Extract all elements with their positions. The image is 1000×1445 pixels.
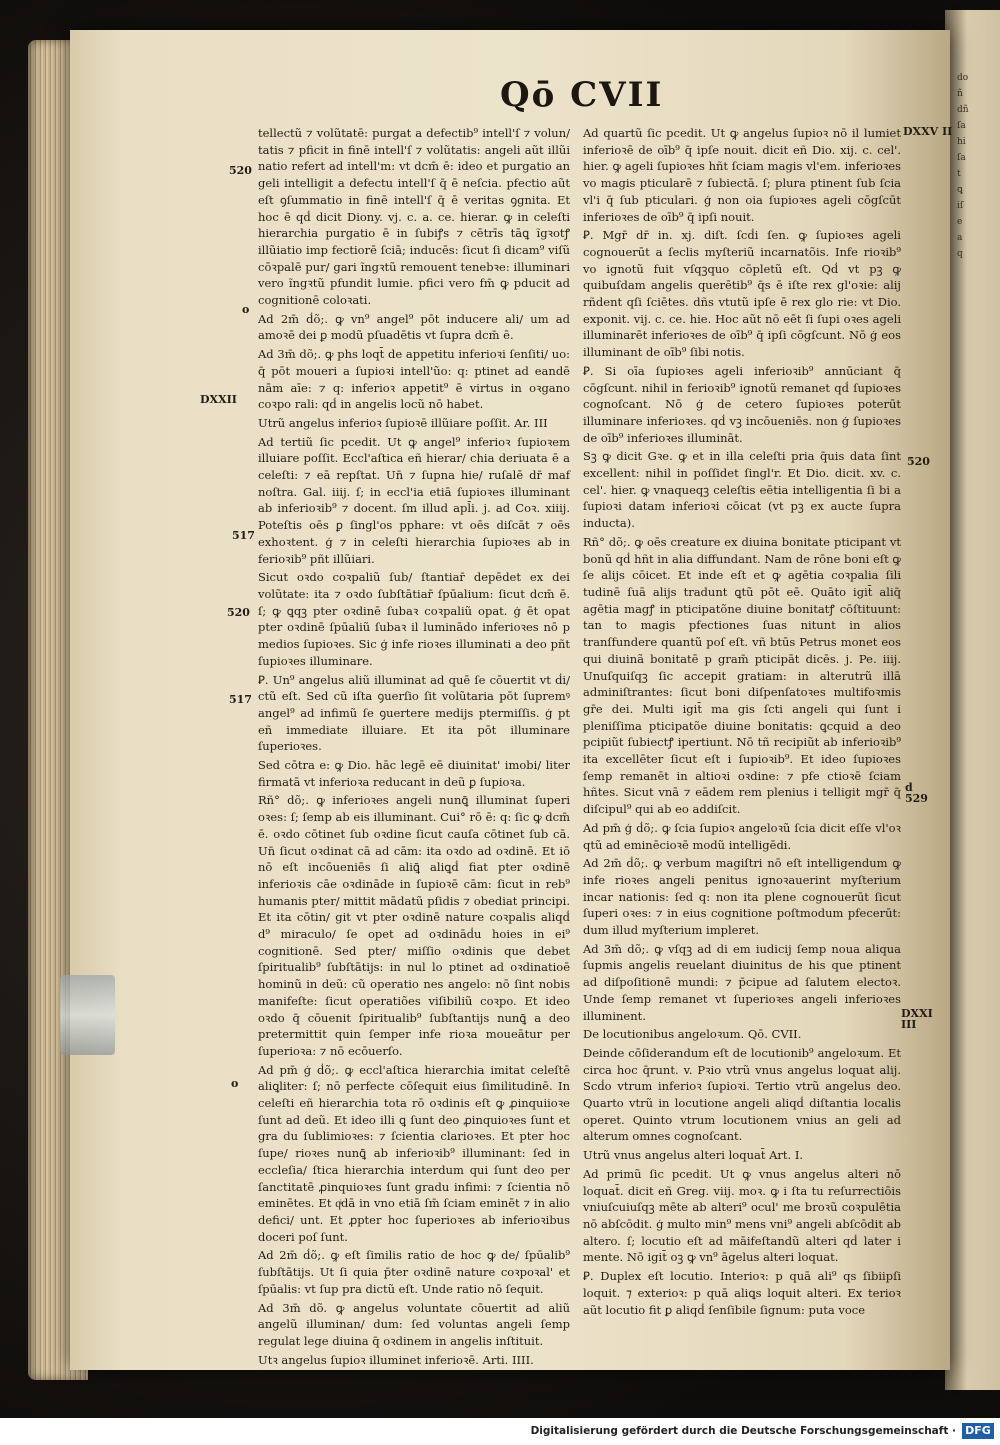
footer-bar <box>0 1418 1000 1445</box>
text-paragraph: Ad primũ ſic pcedit. Ut ꝙ vnus angelus alteri nō loquat̄. dicit eñ Greg. viij. moꝛ. ꝙ i ſta tu reſurrectiōis vniuſcuiuſqꝫ mēte ab alteri⁹ ocul' me broꝛũ coꝛpulētia nō abſcōdit. ģ multo min⁹ mens vni⁹ angeli abſcōdit ab altero. ſ; locutio eſt ad māifeſtandũ alteri qḋ later i mente. Nō igit̄ oꝫ ꝙ vn⁹ āgelus alteri loquat. <box>583 1166 901 1265</box>
funding-credit: Digitalisierung gefördert durch die Deutsche Forschungsgemeinschaft · <box>530 1425 956 1437</box>
margin-question-marker: DXXI III <box>901 1007 933 1031</box>
facing-page-line: a <box>957 233 963 243</box>
facing-page-line: ꝗ <box>957 185 963 195</box>
text-paragraph: Deinde cōſiderandum eſt de locutionib⁹ angeloꝛum. Et circa hoc q̄runt. v. Pꝛio vtrũ vnus angelus loquat alij. Scḋo vtrum inferioꝛ ſupioꝛi. Tertio vtrũ angelus deo. Quarto vtrũ in locutione angeli aliqḋ diſtantia localis operet. Quinto vtrum locutionem vnius an geli ad alterum omnes cognoſcant. <box>583 1045 901 1144</box>
text-paragraph: Sꝫ ꝙ dicit Gꝛe. ꝙ et in illa celeſti pria q̄uis data ſint excellent: nihil in poſſidet ſingl'r. Et Dio. dicit. xv. c. cel'. hier. ꝙ vnaqueqꝫ celeſtis eētia intelligentia ſi bi a ſupioꝛi datam inferioꝛi cōicat (vt pꝫ ex aucte ſupra inducta). <box>583 449 901 531</box>
facing-page-line: q <box>957 249 963 259</box>
facing-page-line: do <box>957 73 969 83</box>
text-paragraph: Ad 3m̄ dõ. ꝙ angelus voluntate cōuertit ad aliũ angelũ illuminan/ dum: ſed voluntas angeli ſemp regulat lege diuina q̄ oꝛdinem in angelis inſtituit. <box>258 1300 570 1348</box>
text-paragraph: Ad 2m̄ ḋõ;. ꝙ eſt ſimilis ratio de hoc ꝙ de/ ſpūalib⁹ ſubſtātijs. Ut ſi quia p̄ter oꝛdinē nature coꝛpoꝛal' et ſpūalis: vt ſup pra dictũ eſt. Unde ratio nō ſequit. <box>258 1248 570 1296</box>
text-paragraph: Ad pm̄ ģ ḋõ;. ꝙ eccl'aſtica hierarchia imitat celeſtē aliꝗliter: ſ; nō perfecte cōſequit eius ſimilitudinē. In celeſti eñ hierarchia tota rō oꝛdinis eſt ꝙ ꝓinquiioꝛe ſunt ad deũ. Et ideo illi ꝗ ſunt deo ꝓinquioꝛes ſunt et gra du ſublimioꝛes: ⁊ ſcientia clarioꝛes. Et pter hoc ſupe/ rioꝛes nunꝗ̄ ab inferioꝛib⁹ illuminant: ſed in eccleſia/ ſtica hierarchia interdum qui ſunt deo per ſanctitatē ꝓinquioꝛes ſunt gradu infimi: ⁊ ſcientia nō eminētes. Et qͥdā in vno etiā ſm̄ ſciam eminēt ⁊ in alio defici/ unt. Et ꝓpter hoc ſuperioꝛes ab inferioꝛibus doceri poſ ſunt. <box>258 1062 570 1244</box>
margin-mark: o <box>231 1077 239 1090</box>
text-paragraph: Rñ° dõ;. ꝙ oēs creature ex diuina bonitate pticipant vt bonũ qḋ hñt in alia diffundant. Nam de rōne boni eſt ꝙ ſe alijs cōicet. Et inde eſt et ꝙ agētia coꝛpalia ſili tudinē ſuā alijs tradunt ꝗtũ pōt eē. Quāto igit̄ aliq̄ agētia magꝭ in pticipatõne diuine bonitatꝭ cōſtituunt: tan to magis pfectiones ſuas nitunt in alios tranſfundere quantũ poſ eſt. vñ btūs Petrus monet eos qui diuinã bonitatē p gram̄ pticipāt dicēs. j. Pe. iiij. Unuſquiſqꝫ ſic accepit gratiam: in alterutrũ illā adminiſtrantes: ſicut boni diſpenſatoꝛes multifoꝛmis gr̄e dei. Multi igit̄ ma gis ſcti angeli qui ſunt i pleniſſima pticipatõe diuine bonitatis: ꝗcquid a deo pcipiũt ſubiectꝭ ipertiunt. Nō tñ recipiũt ab inferioꝛib⁹ ita excellēter ſicut eſt i ſupioꝛib⁹. Et ideo ſupioꝛes ſemp remanēt in altioꝛi oꝛdine: ⁊ pfe ctioꝛē ſciam hñtes. Sicut vnā ⁊ eādem rem plenius i telligit mgr̄ q̄ diſcipul⁹ qui ab eo addiſcit. <box>583 534 901 817</box>
page-clip <box>60 975 115 1055</box>
text-paragraph: Rñ° dõ;. ꝙ inferioꝛes angeli nunꝗ̄ illuminat ſuperi oꝛes: ſ; ſemp ab eis illuminant. Cui° rō ē: q: ſic ꝙ dcm̄ ē. oꝛdo cōtinet ſub oꝛdine ſicut cauſa cōtinet ſub cā. Un̄ ſicut oꝛdinat cā ad cām: ita oꝛdo ad oꝛdinē. Et iō nō eſt incōueniēs ſi aliꝗ̄ aliꝗḋ fiat pter oꝛdinē inferioꝛis cāe oꝛdināde in ſupioꝛē cām: ſicut in reb⁹ humanis pter/ mittit mādatũ pſidis ⁊ obediat principi. Et ita cōtin/ git vt pter oꝛdinē nature coꝛpalis aliqḋ d⁹ miraculo/ ſe opet ad oꝛdināḋu hoies in ei⁹ cognitionē. Sed pter/ miſſio oꝛdinis que debet ſpiritualib⁹ ſubſtātijs: in nul lo ptinet ad oꝛdinatioē hominũ in deũ: cũ operatio nes angelo: nō ſint nobis manifeſte: ſicut operatiões viſibiliũ coꝛpo. Et ideo oꝛdo q̄ cōuenit ſpiritualib⁹ ſubſtantijs nunꝗ̄ a deo pretermittit quin ſemper infe rioꝛa moueātur per ſuperioꝛa: ⁊ nō ecōuerſo. <box>258 793 570 1058</box>
text-paragraph: Ꝑ. Un⁹ angelus aliũ illuminat ad quē ſe cōuertit vt ḋi/ ctũ eſt. Sed cũ iſta ꝯuerſio ſit volũtaria pōt ſupremꝰ angel⁹ ad infimũ ſe ꝯuertere medijs ptermiſſis. ģ pt eñ immediate illuiare. Et ita pōt illuminare ſuperioꝛes. <box>258 672 570 754</box>
margin-number: 517 <box>229 693 252 706</box>
text-paragraph: Ad tertiũ ſic pcedit. Ut ꝙ angel⁹ inferioꝛ ſupioꝛem illuiare poſſit. Eccl'aſtica eñ hierar/ chia deriuata ē a celeſti: ⁊ eā repſtat. Un̄ ⁊ ſupna hie/ ruſalē dr̄ maf noſtra. Gal. iiij. ſ; in eccl'ia etiā ſupioꝛes illuminant ab inferioꝛib⁹ ⁊ docent. ſm illud apl̄i. j. ad Coꝛ. xiiij. Poteſtis oēs ꝑ ſingl'os pphare: vt oēs diſcāt ⁊ oēs exhoꝛtent. ģ ⁊ in celeſti hierarchia ſupioꝛes ab in ferioꝛib⁹ pñt illũiari. <box>258 434 570 566</box>
facing-page-line: ſa <box>957 121 966 131</box>
margin-question-marker: DXXV II <box>903 125 953 138</box>
text-paragraph: Ꝑ. Si oīa ſupioꝛes ageli inferioꝛib⁹ annūciant q̄ cōgſcunt. nihil in ferioꝛib⁹ ignotũ remanet qḋ ſupioꝛes cognoſcant. Nō ģ de cetero ſupioꝛes poterūt illuminare inferioꝛes. qḋ vꝫ incōueniēs. non ģ ſupioꝛes de oīb⁹ inferioꝛes illumināt. <box>583 363 901 445</box>
margin-number: 520 <box>229 164 252 177</box>
text-paragraph: Ad 2m̄ ḋõ;. ꝙ verbum magiſtri nō eſt intelligendum ꝙ infe rioꝛes angeli penitus ignoꝛauerint myſterium incar nationis: ſed q: non ita plene cognouerūt ſicut ſuperi oꝛes: ⁊ in eius cognitione poſtmodum pfecerūt: dum illud myſterium impleret. <box>583 856 901 938</box>
left-text-column <box>258 125 570 1367</box>
text-paragraph: tellectũ ⁊ volũtatē: purgat a defectib⁹ intell'ſ ⁊ volun/ tatis ⁊ pficit in finē intell'ſ ⁊ volũtatis: angeli aũt illũi natio refert ad intell'm: vt dcm̄ ē: ideo et purgatio an geli intelligit a defectu intell'ſ q̄ ē neſcia. pfectio aũt eſt ꝯſummatio in finē intell'ſ q̄ ē veritas ꝯgnita. Et hoc ē qḋ dicit Diony. vj. c. a. ce. hierar. ꝙ in celeſti hierarchia purgatio ē in ſubiꝭs ⁊ cētrīs tāꝗ ĩgꝛotꝭ illũiatio imp fectiorē ſciā; inducēs: ſicut ſi dicam⁹ viſũ cōꝛpalē pur/ gari ĩngꝛtũ remouent tenebꝛe: illuminari vero ĩngꝛtũ pfundit lumie. pfici vero fm̄ ꝙ pducit ad cognitionē coloꝛati. <box>258 126 570 308</box>
margin-number: 520 <box>227 606 250 619</box>
margin-number: 520 <box>907 455 930 468</box>
text-paragraph: De locutionibus angeloꝛum. Qō. CVII. <box>583 1027 802 1042</box>
text-paragraph: Ad 2m̄ ḋõ;. ꝙ vn⁹ angel⁹ pōt inducere ali/ um ad amoꝛē dei ꝑ modũ pſuadētis vt ſupra dcm̄ ē. <box>258 311 570 343</box>
text-paragraph: Ad 3m̄ dõ;. ꝙ vſqꝫ ad di em iudicij ſemp noua aliqua ſupmis angelis reuelant diuinitus de his que ptinent ad diſpoſitionē mundi: ⁊ p̄cipue ad ſalutem electoꝛ. Unde ſemp remanet vt ſuperioꝛes angeli inferioꝛes illuminent. <box>583 941 901 1023</box>
folio-header: Qō CVII <box>500 75 664 115</box>
margin-number: 517 <box>232 529 255 542</box>
facing-page-line: e <box>957 217 963 227</box>
facing-page-text <box>957 70 997 262</box>
facing-page-line: iſ <box>957 201 964 211</box>
text-paragraph: Ad 3m̄ dõ;. ꝙ phs loqt̄ de appetitu inferioꝛi ſenſiti/ uo: q̄ pōt moueri a ſupioꝛi intell'ũo: q: ptinet ad eandē nām aīe: ⁊ q: inferioꝛ appetit⁹ ē virtus in oꝛgano coꝛpo rali: qḋ in angelis locũ nō habet. <box>258 347 570 412</box>
facing-page-line: t <box>957 169 961 179</box>
text-paragraph: Sicut oꝛdo coꝛpaliũ ſub/ ſtantiar̄ depēdet ex dei volũtate: ita ⁊ oꝛdo ſubſtātiar̄ ſpūalium: ſicut dcm̄ ē. ſ; ꝙ ꝗqꝫ pter oꝛdinē ſubaꝛ coꝛpaliũ opat. ģ ēt opat pter oꝛdinē ſpūaliũ ſubaꝛ il luminādo inferioꝛes nō p medios ſupioꝛes. Sic ģ infe rioꝛes illuminati a deo pñt ſupioꝛes illuminare. <box>258 570 570 668</box>
facing-page-line: hi <box>957 137 966 147</box>
right-text-column <box>583 125 901 1317</box>
text-paragraph: Ad quartũ ſic pcedit. Ut ꝙ angelus ſupioꝛ nō il lumiet inferioꝛē de oīb⁹ q̄ ipſe nouit. dicit eñ Dio. xij. c. cel'. hier. ꝙ ageli ſupioꝛes hñt ſciam magis vl'em. inferioꝛes vo magis pticularē ⁊ ſubiectā. ſ; plura ptinent ſub ſcia vl'i q̄ ſub pticulari. ģ non oia ſupioꝛes ageli cōgſcūt inferioꝛes de oīb⁹ q̄ ipſi nouit. <box>583 126 901 224</box>
text-paragraph: Ꝑ. Duplex eſt locutio. Interioꝛ: p quā ali⁹ qs ſibiipſi loquit. ⁊ exterioꝛ: p quā aliꝗs loquit alteri. Ex terioꝛ aũt locutio fit ꝑ aliqḋ ſenſibile ſignum: puta voce <box>583 1269 901 1317</box>
text-paragraph: Ad pm̄ ģ ḋõ;. ꝙ ſcia ſupioꝛ angeloꝛũ ſcia dicit eſſe vl'oꝛ qtũ ad eminēcioꝛē modũ intelligēdi. <box>583 820 901 852</box>
facing-page-line: ñ <box>957 89 963 99</box>
facing-page-fragment <box>945 10 1000 1390</box>
text-paragraph: Utrũ vnus angelus alteri loquat̄ Art. I. <box>583 1148 804 1163</box>
dfg-logo: DFG <box>962 1423 994 1439</box>
facing-page-line: dñ <box>957 105 969 115</box>
text-paragraph: Utrũ angelus inferioꝛ ſupioꝛē illũiare poſſit. Ar. III <box>258 415 548 430</box>
text-paragraph: Sed cōtra e: ꝙ Dio. hāc legē eē diuinitat' imobi/ liter firmatā vt inferioꝛa reducant in deũ ꝑ ſupioꝛa. <box>258 758 570 789</box>
facing-page-line: ſa <box>957 153 966 163</box>
margin-number: d 529 <box>905 781 928 805</box>
text-paragraph: Ꝑ. Mgr̄ dr̄ in. xj. diſt. ſcḋi ſen. ꝙ ſupioꝛes ageli cognouerūt a ſeclis myſteriũ incarnatõis. Infe rioꝛib⁹ vo ignotũ fuit vſqꝫquo cōpletũ eſt. Qḋ vt pꝫ ꝙ quibuſdam angelis querētib⁹ q̄s ē iſte rex gl'oꝛie: alij rñdent qſi ſciētes. dñs vtutũ ipſe ē rex glo rie: vt Dio. exponit. vij. c. ce. hie. Hoc aũt nō eēt ſi ſupi oꝛes ageli illuminarēt inferioꝛes de oīb⁹ q̄ ipſi cōgſcunt. Nō ģ eos illuminant de oīb⁹ ſibi notis. <box>583 228 901 360</box>
margin-mark: o <box>242 303 250 316</box>
margin-question-marker: DXXII <box>200 393 237 406</box>
text-paragraph: Utꝛ angelus ſupioꝛ illuminet inferioꝛē. Arti. IIII. <box>258 1352 534 1367</box>
